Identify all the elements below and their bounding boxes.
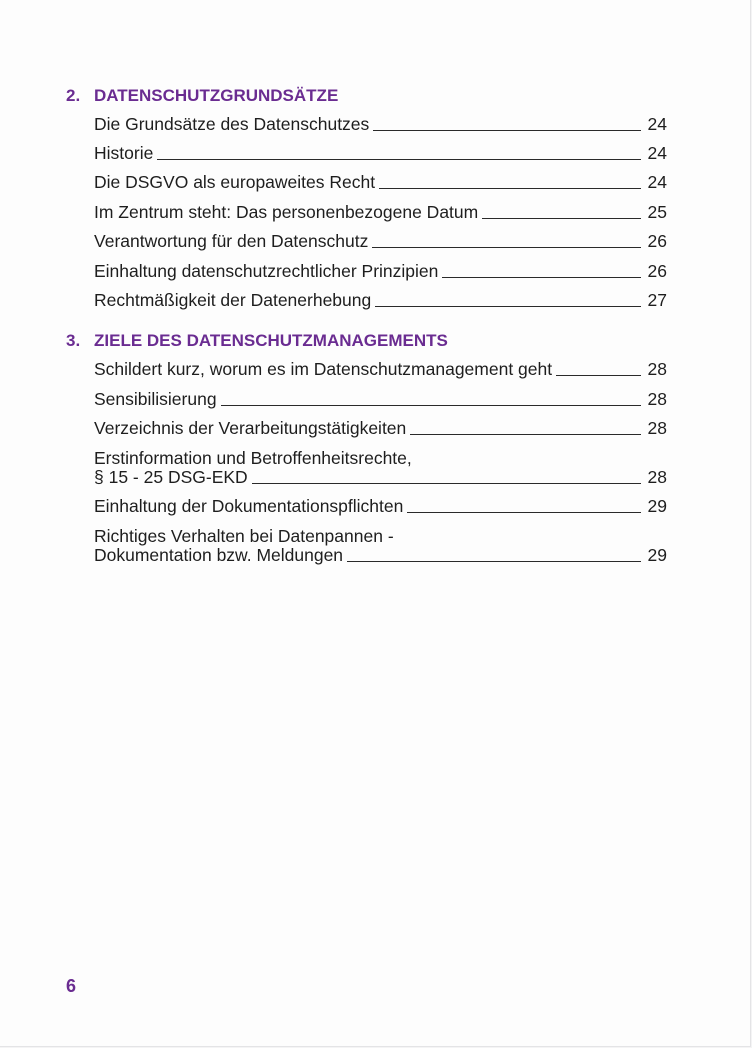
toc-entry-page: 26 (647, 231, 667, 251)
toc-entry-title-line: Richtiges Verhalten bei Datenpannen - (94, 526, 394, 546)
toc-entry-title: Verzeichnis der Verarbeitungstätigkeiten (94, 418, 407, 438)
page-number: 6 (66, 976, 77, 996)
dot-leader (556, 375, 641, 376)
toc-entry-title: § 15 - 25 DSG-EKD (94, 467, 248, 487)
toc-entry-title: Sensibilisierung (94, 389, 217, 409)
dot-leader (221, 405, 641, 406)
section-title: ZIELE DES DATENSCHUTZMANAGEMENTS (94, 331, 448, 350)
toc-entry-page: 28 (647, 359, 667, 379)
toc-entry-page: 28 (647, 418, 667, 438)
toc-entry-title: Historie (94, 143, 154, 163)
toc-entry-title: Einhaltung datenschutzrechtlicher Prinzipien (94, 261, 439, 281)
toc-entry-title-line: Erstinformation und Betroffenheitsrechte, (94, 448, 412, 468)
toc-entry[interactable] (94, 262, 667, 281)
toc-entry-page: 24 (647, 114, 667, 134)
toc-entry[interactable] (94, 390, 667, 409)
toc-entry-title: Die Grundsätze des Datenschutzes (94, 114, 370, 134)
toc-entry-page: 26 (647, 261, 667, 281)
toc-entry-page: 24 (647, 172, 667, 192)
section-heading (66, 331, 448, 351)
toc-entry[interactable] (94, 497, 667, 516)
toc-entry[interactable] (94, 527, 667, 565)
toc-entry[interactable] (94, 232, 667, 251)
section-number: 2. (66, 86, 81, 105)
toc-entry[interactable] (94, 115, 667, 134)
toc-entry-title: Rechtmäßigkeit der Datenerhebung (94, 290, 372, 310)
toc-entry-page: 29 (647, 496, 667, 516)
dot-leader (410, 434, 641, 435)
toc-entry-page: 29 (647, 545, 667, 565)
toc-entry-page: 25 (647, 202, 667, 222)
toc-entry[interactable] (94, 360, 667, 379)
toc-entry[interactable] (94, 144, 667, 163)
section-heading (66, 86, 338, 106)
toc-entry-title: Die DSGVO als europaweites Recht (94, 172, 376, 192)
toc-entry[interactable] (94, 291, 667, 310)
dot-leader (373, 130, 641, 131)
toc-entry-page: 28 (647, 389, 667, 409)
toc-entry[interactable] (94, 419, 667, 438)
toc-entry[interactable] (94, 203, 667, 222)
dot-leader (379, 188, 641, 189)
toc-entry-title: Verantwortung für den Datenschutz (94, 231, 369, 251)
dot-leader (252, 483, 641, 484)
dot-leader (407, 512, 641, 513)
toc-entry[interactable] (94, 449, 667, 487)
dot-leader (482, 218, 641, 219)
toc-entry-page: 28 (647, 467, 667, 487)
toc-entry-title: Im Zentrum steht: Das personenbezogene Datum (94, 202, 479, 222)
toc-entry-title: Einhaltung der Dokumentationspflichten (94, 496, 404, 516)
toc-entry-page: 27 (647, 290, 667, 310)
dot-leader (157, 159, 641, 160)
dot-leader (372, 247, 641, 248)
dot-leader (375, 306, 641, 307)
toc-entry-page: 24 (647, 143, 667, 163)
toc-entry-title: Schildert kurz, worum es im Datenschutzmanagement geht (94, 359, 553, 379)
dot-leader (347, 561, 641, 562)
section-number: 3. (66, 331, 81, 350)
toc-entry-title: Dokumentation bzw. Meldungen (94, 545, 344, 565)
dot-leader (442, 277, 641, 278)
toc-entry[interactable] (94, 173, 667, 192)
section-title: DATENSCHUTZGRUNDSÄTZE (94, 86, 339, 105)
